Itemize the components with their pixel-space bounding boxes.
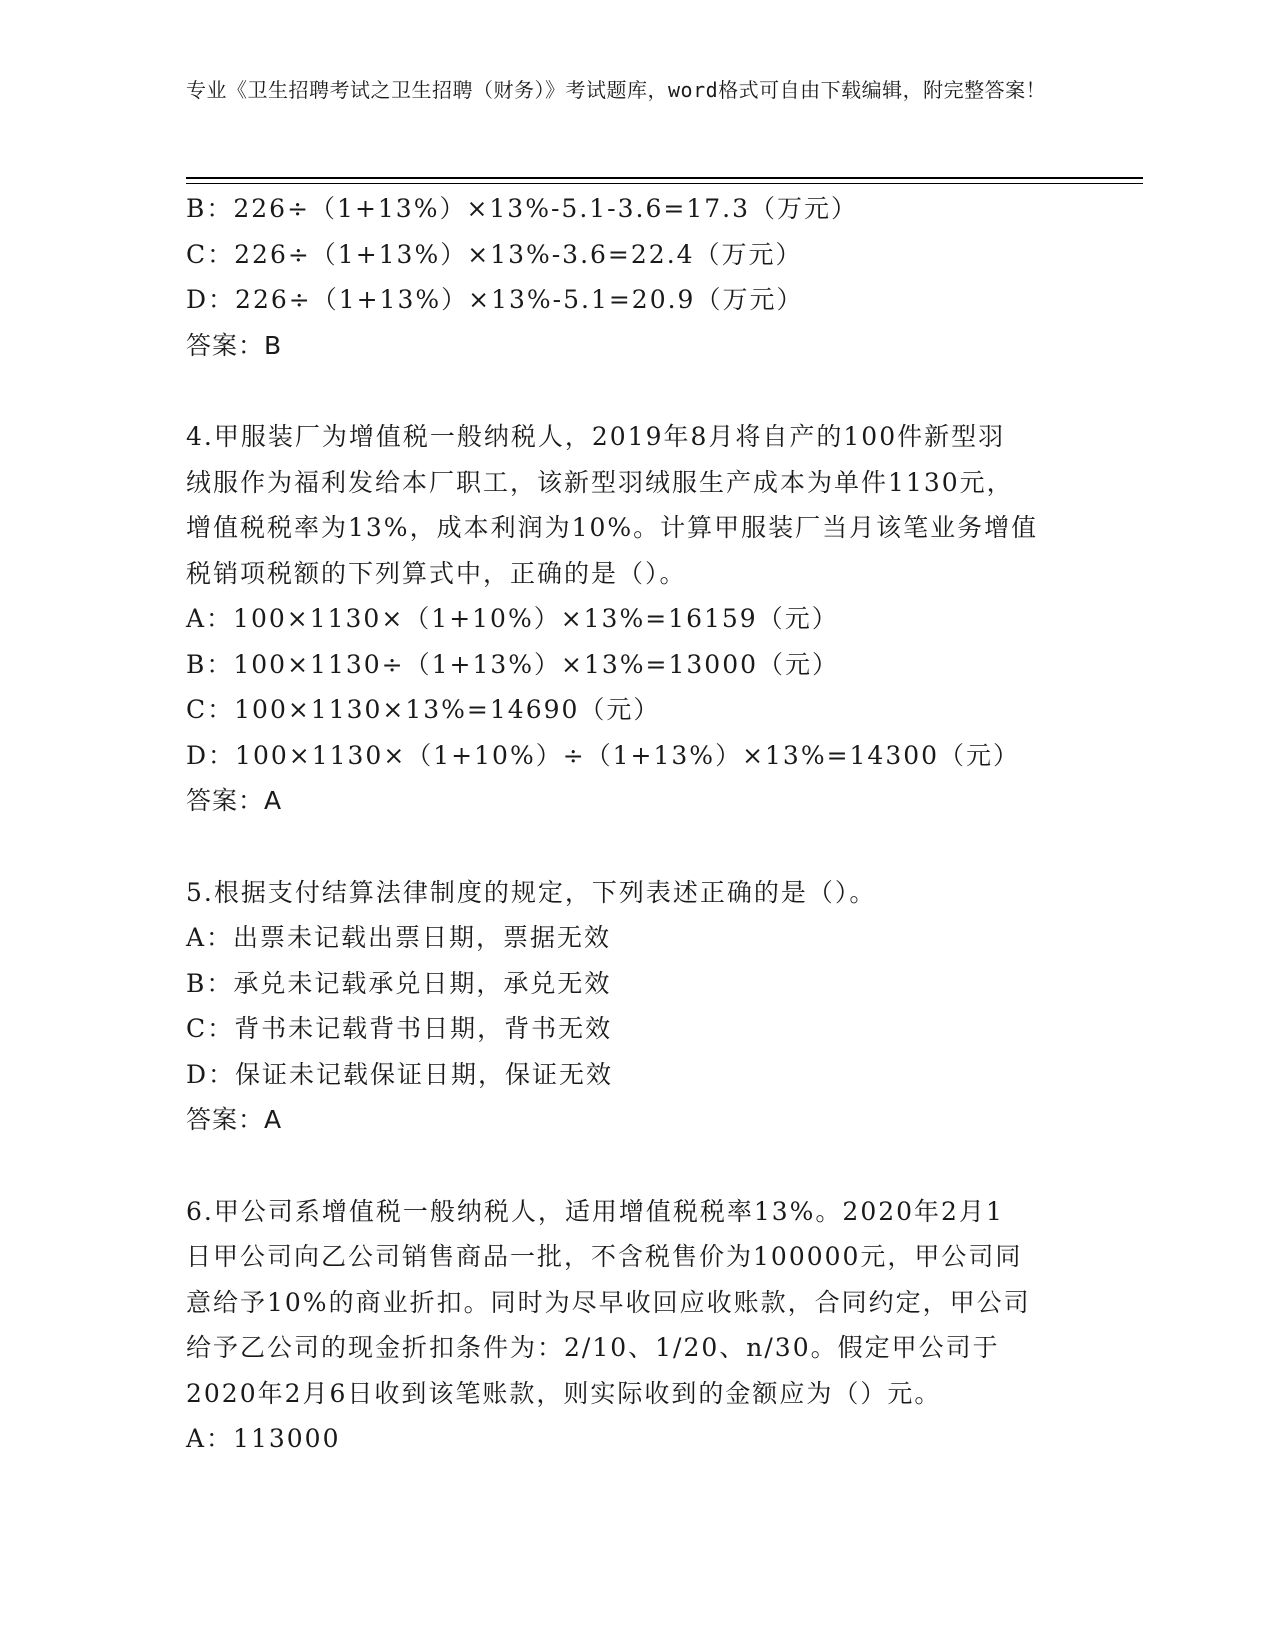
q6-option-a: A：113000 xyxy=(186,1424,341,1453)
q4-stem-line: 绒服作为福利发给本厂职工，该新型羽绒服生产成本为单件1130元， xyxy=(186,467,1014,497)
q6-stem-line: 6.甲公司系增值税一般纳税人，适用增值税税率13%。2020年2月1 xyxy=(186,1196,1004,1226)
q6-stem-line: 2020年2月6日收到该笔账款，则实际收到的金额应为（）元。 xyxy=(186,1378,942,1408)
q4-option-d: D：100×1130×（1+10%）÷（1+13%）×13%=14300（元） xyxy=(186,740,1021,770)
q4-stem-line: 增值税税率为13%，成本利润为10%。计算甲服装厂当月该笔业务增值 xyxy=(186,513,1039,542)
spacer xyxy=(186,824,1066,870)
q4-option-b: B：100×1130÷（1+13%）×13%=13000（元） xyxy=(186,649,840,679)
q3-option-c: C：226÷（1+13%）×13%-3.6=22.4（万元） xyxy=(186,239,803,269)
q4-answer: 答案：A xyxy=(186,786,283,815)
q4-option-c: C：100×1130×13%=14690（元） xyxy=(186,695,661,724)
q5-option-c: C：背书未记载背书日期，背书无效 xyxy=(186,1014,613,1043)
q3-option-b: B：226÷（1+13%）×13%-5.1-3.6=17.3（万元） xyxy=(186,194,858,223)
q5-option-d: D：保证未记载保证日期，保证无效 xyxy=(186,1059,614,1089)
q6-stem-line: 意给予10%的商业折扣。同时为尽早收回应收账款，合同约定，甲公司 xyxy=(186,1287,1031,1317)
q6-stem-line: 日甲公司向乙公司销售商品一批，不含税售价为100000元，甲公司同 xyxy=(186,1242,1023,1271)
q3-option-d: D：226÷（1+13%）×13%-5.1=20.9（万元） xyxy=(186,285,804,314)
q5-stem-line: 5.根据支付结算法律制度的规定，下列表述正确的是（）。 xyxy=(186,877,877,907)
q5-option-b: B：承兑未记载承兑日期，承兑无效 xyxy=(186,968,612,998)
document-body xyxy=(186,186,1066,1462)
spacer xyxy=(186,368,1066,414)
q4-option-a: A：100×1130×（1+10%）×13%=16159（元） xyxy=(186,604,839,633)
q5-option-a: A：出票未记载出票日期，票据无效 xyxy=(186,923,612,952)
q4-stem-line: 税销项税额的下列算式中，正确的是（）。 xyxy=(186,558,687,588)
q4-stem-line: 4.甲服装厂为增值税一般纳税人，2019年8月将自产的100件新型羽 xyxy=(186,422,1006,451)
spacer xyxy=(186,1143,1066,1189)
q3-answer: 答案：B xyxy=(186,330,283,360)
header-rule-thick xyxy=(186,177,1143,179)
q6-stem-line: 给予乙公司的现金折扣条件为：2/10、1/20、n/30。假定甲公司于 xyxy=(186,1333,1000,1362)
header-rule-thin xyxy=(186,183,1143,184)
q5-answer: 答案：A xyxy=(186,1105,283,1134)
document-header: 专业《卫生招聘考试之卫生招聘（财务）》考试题库，word格式可自由下载编辑，附完整答案！ xyxy=(186,78,1047,102)
